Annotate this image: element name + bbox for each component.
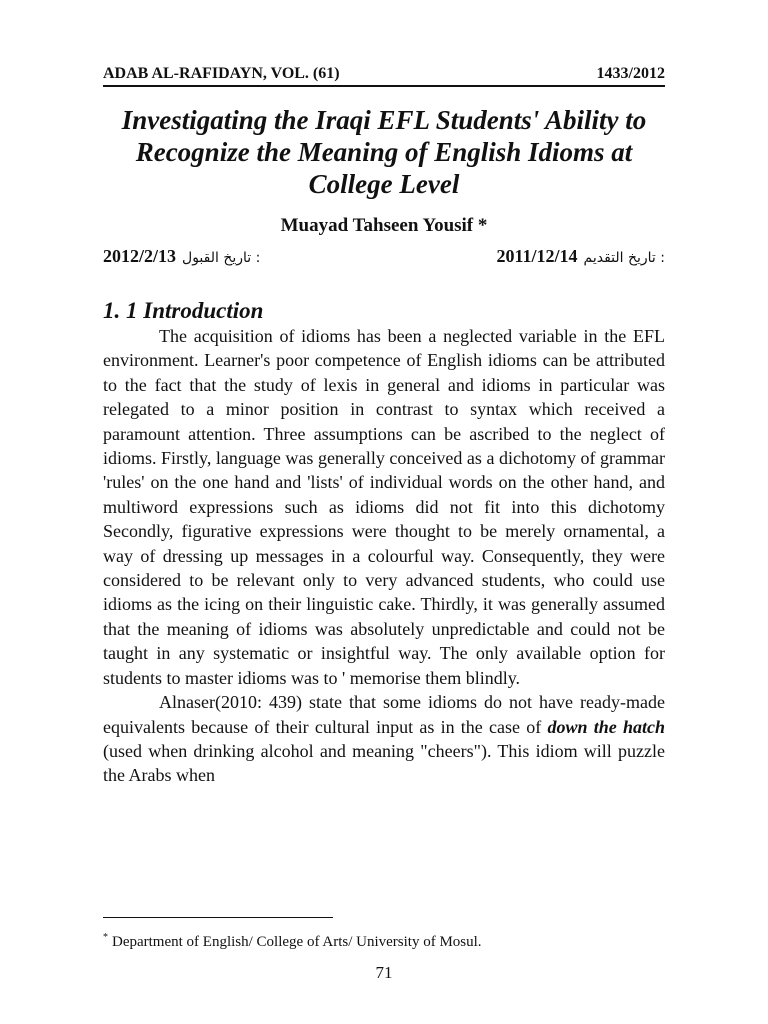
footnote-text: Department of English/ College of Arts/ University of Mosul. [112, 934, 482, 950]
submitted-date-label: : تاريخ التقديم [583, 250, 665, 266]
paragraph-2-start: Alnaser(2010: 439) state that some idioms do not have ready-made equivalents because of their cultural input as in the case of [103, 692, 665, 737]
article-author: Muayad Tahseen Yousif * [280, 215, 488, 236]
paragraph-1: The acquisition of idioms has been a neglected variable in the EFL environment. Learner's poor competence of English idioms can be attributed to the fact that the study of lexis in general and idioms in particular was relegated to a minor position in contrast to syntax which received a paramount attention. Three assumptions can be ascribed to the neglect of idioms. Firstly, language was generally conceived as a dichotomy of grammar 'rules' on the one hand and 'lists' of individual words on the other hand, and multiword expressions such as idioms did not fit into this dichotomy Secondly, figurative expressions were thought to be merely ornamental, a way of dressing up messages in a colourful way. Consequently, they were considered to be relevant only to very advanced students, who could use idioms as the icing on their linguistic cake. Thirdly, it was generally assumed that the meaning of idioms was absolutely unpredictable and could not be taught in any systematic or insightful way. The only available option for students to master idioms was to ' memorise them blindly. [103, 326, 665, 688]
submitted-date-value: 2011/12/14 [496, 246, 578, 266]
header-rule [103, 85, 665, 87]
footnote [103, 928, 665, 952]
page-number: 71 [375, 963, 393, 982]
footnote-rule [103, 917, 333, 918]
idiom-example: down the hatch [547, 716, 665, 737]
article-title: Investigating the Iraqi EFL Students' Ability to Recognize the Meaning of English Idioms at College Level [121, 105, 647, 199]
running-header [103, 64, 665, 84]
accepted-date-value: 2012/2/13 [103, 246, 177, 266]
journal-page [103, 0, 665, 1024]
paragraph-2-end: (used when drinking alcohol and meaning "cheers"). This idiom will puzzle the Arabs when [103, 740, 665, 786]
date-line [103, 244, 665, 270]
accepted-date [103, 244, 260, 270]
journal-name: ADAB AL-RAFIDAYN, VOL. (61) [103, 65, 340, 82]
footnote-marker: * [103, 932, 108, 943]
submitted-date [496, 244, 665, 270]
paragraph-2 [103, 690, 665, 788]
journal-year: 1433/2012 [596, 65, 665, 82]
accepted-date-label: : تاريخ القبول [182, 250, 261, 266]
section-heading: 1. 1 Introduction [103, 298, 264, 323]
body-text [103, 324, 665, 788]
